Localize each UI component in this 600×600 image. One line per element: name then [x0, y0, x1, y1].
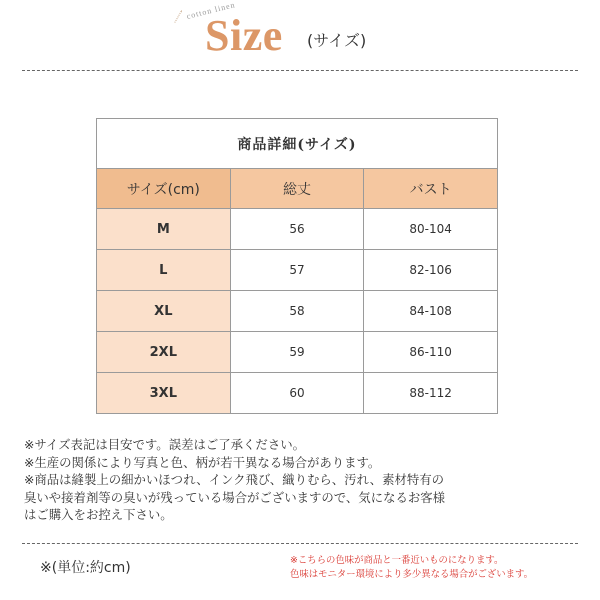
bust-cell: 86-110	[364, 332, 498, 373]
note-line: はご購入をお控え下さい。	[24, 507, 173, 522]
table-row	[97, 373, 498, 414]
color-note-line: ※こちらの色味が商品と一番近いものになります。	[290, 555, 504, 566]
length-cell: 57	[230, 250, 364, 291]
table-row	[97, 291, 498, 332]
bust-cell: 82-106	[364, 250, 498, 291]
bust-cell: 80-104	[364, 209, 498, 250]
bottom-divider	[22, 543, 578, 544]
bust-cell: 84-108	[364, 291, 498, 332]
size-cell: L	[97, 250, 231, 291]
note-line: 臭いや接着剤等の臭いが残っている場合がございますので、気になるお客様	[24, 489, 446, 505]
size-table	[96, 118, 498, 414]
top-divider	[22, 70, 578, 71]
column-header-bust: バスト	[364, 169, 498, 209]
size-cell: 3XL	[97, 373, 231, 414]
note-line: ※商品は縫製上の細かいほつれ、インク飛び、織りむら、汚れ、素材特有の	[24, 472, 445, 487]
table-caption: 商品詳細(サイズ)	[97, 119, 498, 169]
column-header-size: サイズ(cm)	[97, 169, 231, 209]
page-title: Size	[205, 11, 283, 60]
page-subtitle: (サイズ)	[307, 31, 367, 50]
page-header	[0, 0, 600, 70]
length-cell: 56	[230, 209, 364, 250]
header-deco-text: cotton linen	[185, 0, 237, 21]
color-note-line: 色味はモニター環境により多少異なる場合がございます。	[290, 569, 534, 580]
bust-cell: 88-112	[364, 373, 498, 414]
column-header-length: 総丈	[230, 169, 364, 209]
table-row	[97, 209, 498, 250]
color-warning-notes	[290, 554, 533, 582]
table-row	[97, 332, 498, 373]
size-cell: XL	[97, 291, 231, 332]
note-line: ※生産の関係により写真と色、柄が若干異なる場合があります。	[24, 454, 381, 470]
note-line: ※サイズ表記は目安です。誤差はご了承ください。	[24, 437, 305, 452]
length-cell: 59	[230, 332, 364, 373]
size-cell: 2XL	[97, 332, 231, 373]
length-cell: 60	[230, 373, 364, 414]
unit-note: ※(単位:約cm)	[40, 560, 131, 576]
table-row	[97, 250, 498, 291]
size-cell: M	[97, 209, 231, 250]
length-cell: 58	[230, 291, 364, 332]
notes-block	[24, 436, 584, 524]
table-header-row	[97, 169, 498, 209]
